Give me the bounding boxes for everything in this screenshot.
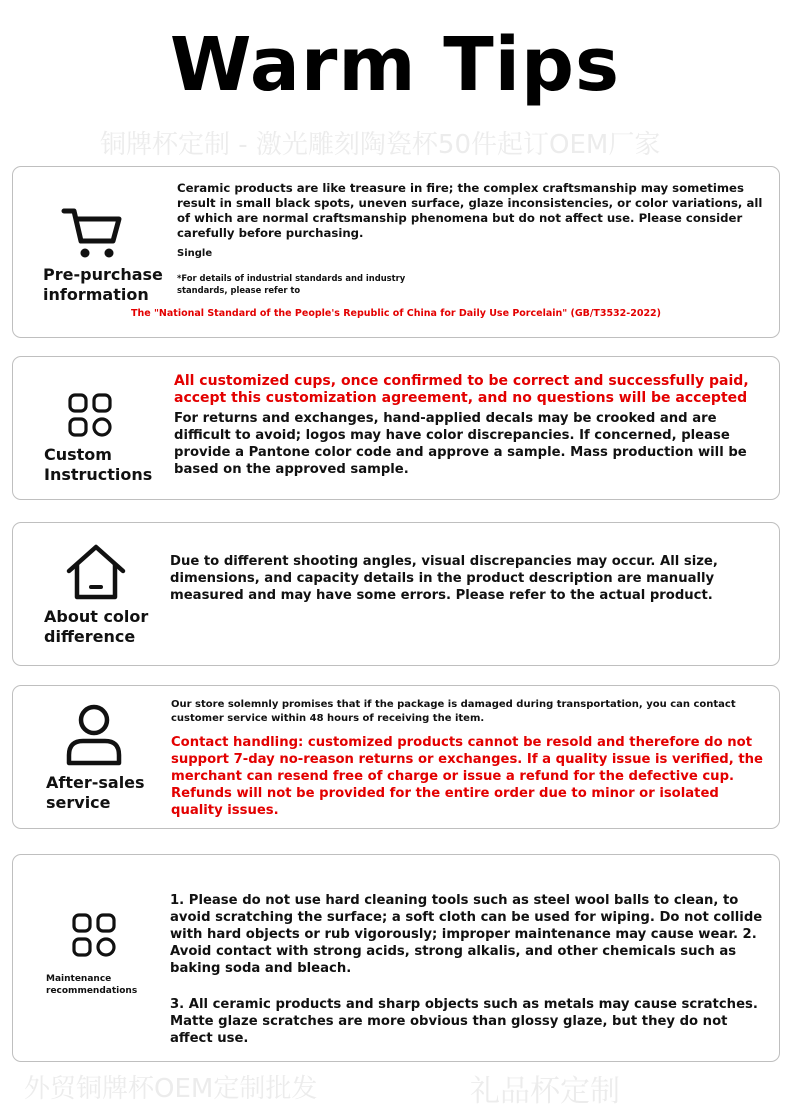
body-paragraph: Ceramic products are like treasure in fire; the complex craftsmanship may sometimes result in small black spots, uneven surface, glaze inconsistencies, or color variations, all of which are normal craftsmanship phenomena but do not affect use. Please consider carefully before purchasing. <box>177 181 763 240</box>
shopping-cart-icon <box>61 205 125 261</box>
page-title: Warm Tips <box>169 22 621 108</box>
body-paragraph: Single <box>177 248 213 259</box>
grid-apps-icon <box>68 393 114 439</box>
maintenance-card <box>12 854 780 1062</box>
watermark-text: 铜牌杯定制 - 激光雕刻陶瓷杯50件起订OEM厂家 <box>100 130 661 160</box>
body-paragraph: 3. All ceramic products and sharp objects such as metals may cause scratches. Matte glaze scratches are more obvious than glossy glaze, but they do not affect use. <box>170 997 758 1046</box>
body-paragraph: Due to different shooting angles, visual discrepancies may occur. All size, dimensions, and capacity details in the product description are manually measured and may have some errors. Please refer to the actual product. <box>170 554 718 603</box>
section-body <box>170 553 760 604</box>
highlight-text: All customized cups, once confirmed to be correct and successfully paid, accept this customization agreement, and no questions will be accepted <box>174 373 749 406</box>
house-icon <box>65 543 127 601</box>
grid-apps-icon <box>72 913 118 959</box>
section-label: Maintenance recommendations <box>46 974 138 996</box>
custom-instructions-card <box>12 356 780 500</box>
section-body <box>171 698 763 819</box>
section-body <box>174 373 764 478</box>
body-paragraph: Our store solemnly promises that if the package is damaged during transportation, you can contact customer service within 48 hours of receiving the item. <box>171 699 736 724</box>
highlight-text: Contact handling: customized products cannot be resold and therefore do not support 7-day no-reason returns or exchanges. If a quality issue is verified, the merchant can resend free of charge or issue a refund for the defective cup. Refunds will not be provided for the entire order due to minor or isolated quality issues. <box>171 735 763 818</box>
watermark-text: 礼品杯定制 <box>470 1074 620 1109</box>
user-icon <box>65 703 123 767</box>
section-label: Pre-purchase information <box>43 265 163 304</box>
pre-purchase-card <box>12 166 780 338</box>
section-body <box>170 892 765 1047</box>
footnote: *For details of industrial standards and industry standards, please refer to <box>177 273 406 295</box>
body-paragraph: 1. Please do not use hard cleaning tools such as steel wool balls to clean, to avoid scratching the surface; a soft cloth can be used for wiping. Do not collide with hard objects or rub vigorously; improper maintenance may cause wear. 2. Avoid contact with strong acids, strong alkalis, and other chemicals such as baking soda and bleach. <box>170 893 763 976</box>
section-body <box>177 181 772 296</box>
body-paragraph: For returns and exchanges, hand-applied decals may be crooked and are difficult to avoid; logos may have color discrepancies. If concerned, please provide a Pantone color code and approve a sample. Mass production will be based on the approved sample. <box>174 411 747 477</box>
watermark-text: 外贸铜牌杯OEM定制批发 <box>24 1074 318 1104</box>
section-label: After-sales service <box>46 773 145 812</box>
section-label: About color difference <box>44 607 149 646</box>
standard-reference: The "National Standard of the People's Republic of China for Daily Use Porcelain" (GB/T3532-2022) <box>130 308 662 319</box>
section-label: Custom Instructions <box>44 445 153 484</box>
color-difference-card <box>12 522 780 666</box>
after-sales-card <box>12 685 780 829</box>
